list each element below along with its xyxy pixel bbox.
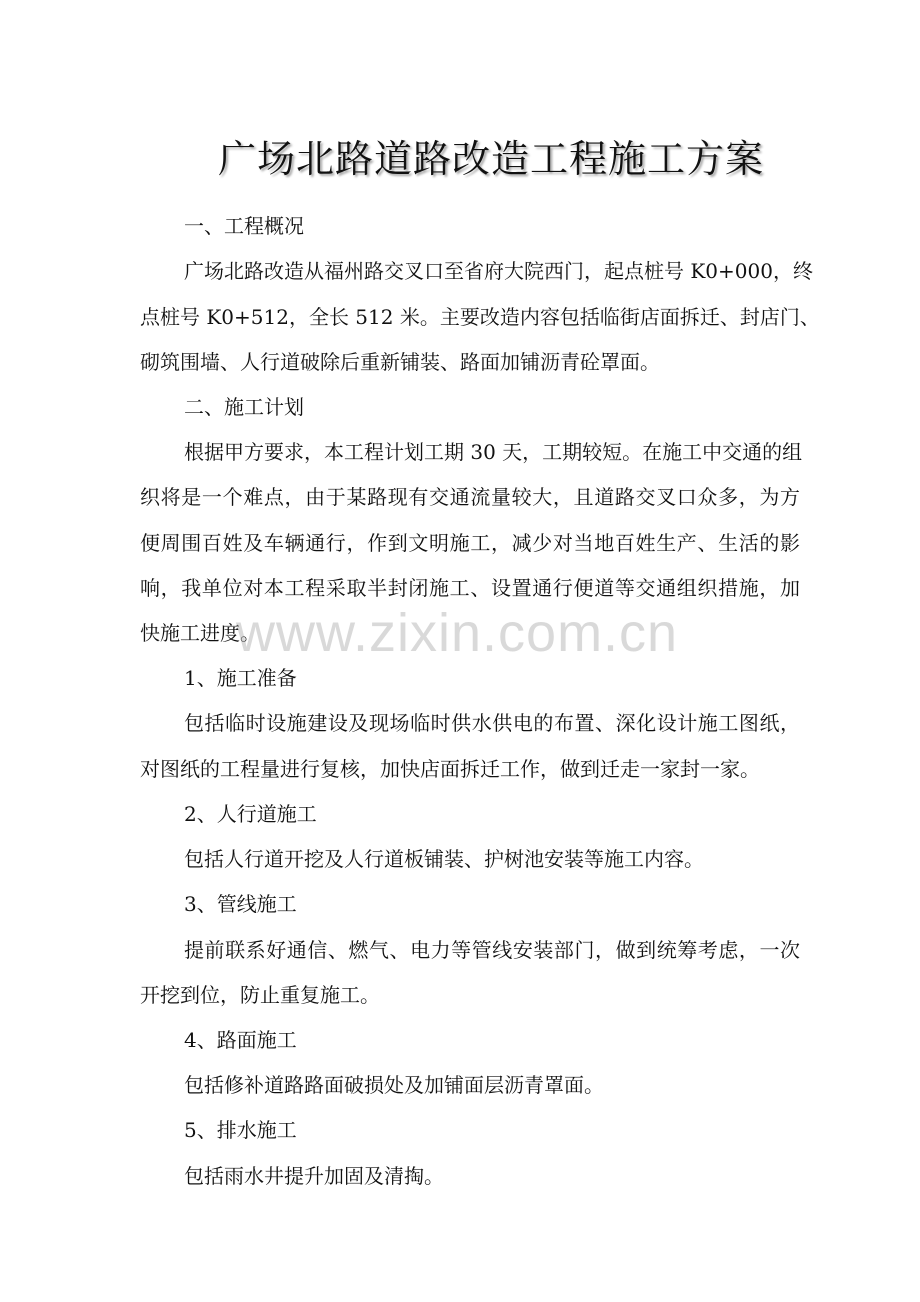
paragraph-line: 根据甲方要求，本工程计划工期 30 天，工期较短。在施工中交通的组 xyxy=(184,440,803,464)
paragraph-line: 便周围百姓及车辆通行，作到文明施工，减少对当地百姓生产、生活的影 xyxy=(140,531,800,555)
paragraph-line: 包括修补道路路面破损处及加铺面层沥青罩面。 xyxy=(184,1073,604,1097)
subsection-heading: 3、管线施工 xyxy=(184,892,297,916)
paragraph-line: 包括人行道开挖及人行道板铺装、护树池安装等施工内容。 xyxy=(184,847,704,871)
subsection-heading: 4、路面施工 xyxy=(184,1028,297,1052)
section-heading-overview: 一、工程概况 xyxy=(184,214,304,238)
paragraph-line: 广场北路改造从福州路交叉口至省府大院西门，起点桩号 K0+000，终 xyxy=(184,259,813,283)
paragraph-line: 提前联系好通信、燃气、电力等管线安装部门，做到统筹考虑，一次 xyxy=(184,938,800,962)
paragraph-line: 对图纸的工程量进行复核，加快店面拆迁工作，做到迁走一家封一家。 xyxy=(140,757,760,781)
paragraph-line: 快施工进度。 xyxy=(140,621,260,645)
watermark: www.zixin.com.cn xyxy=(236,603,679,663)
section-heading-plan: 二、施工计划 xyxy=(184,395,304,419)
paragraph-line: 包括雨水井提升加固及清掏。 xyxy=(184,1164,444,1188)
subsection-heading: 1、施工准备 xyxy=(184,666,297,690)
paragraph-line: 点桩号 K0+512，全长 512 米。主要改造内容包括临街店面拆迁、封店门、 xyxy=(140,305,820,329)
subsection-heading: 5、排水施工 xyxy=(184,1118,297,1142)
document-title: 广场北路道路改造工程施工方案 xyxy=(218,137,765,181)
paragraph-line: 砌筑围墙、人行道破除后重新铺装、路面加铺沥青砼罩面。 xyxy=(140,350,660,374)
paragraph-line: 响，我单位对本工程采取半封闭施工、设置通行便道等交通组织措施，加 xyxy=(140,576,800,600)
paragraph-line: 包括临时设施建设及现场临时供水供电的布置、深化设计施工图纸， xyxy=(184,711,800,735)
subsection-heading: 2、人行道施工 xyxy=(184,802,317,826)
paragraph-line: 织将是一个难点，由于某路现有交通流量较大，且道路交叉口众多，为方 xyxy=(140,485,800,509)
paragraph-line: 开挖到位，防止重复施工。 xyxy=(140,983,380,1007)
